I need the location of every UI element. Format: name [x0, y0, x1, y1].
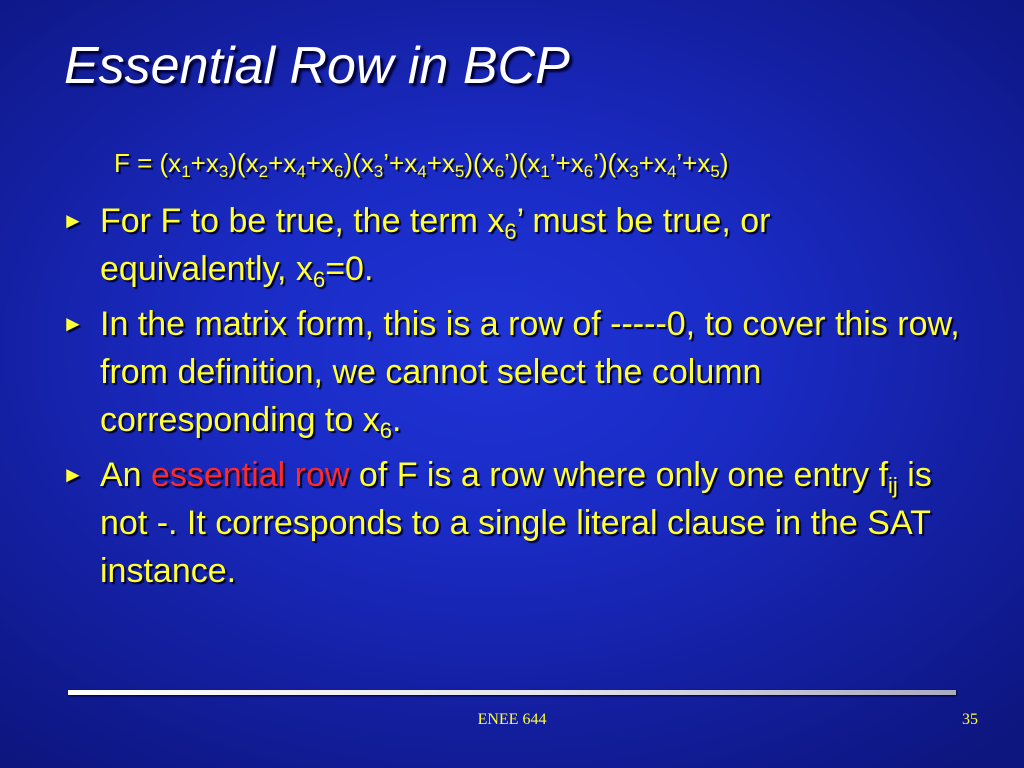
variable-subscript: 2: [258, 162, 269, 181]
variable-subscript: 6: [333, 162, 344, 181]
formula-clause: [518, 148, 608, 181]
formula-lhs: F =: [114, 148, 160, 178]
variable-subscript: 5: [454, 162, 465, 181]
formula-text: +x: [638, 148, 667, 178]
formula-clause: [352, 148, 474, 181]
subscript: ij: [888, 473, 898, 498]
slide-number: 35: [962, 711, 978, 728]
variable-subscript: 3: [629, 162, 639, 181]
formula-text: ): [343, 148, 353, 178]
formula-text: ): [464, 148, 474, 178]
variable-subscript: 3: [218, 162, 229, 181]
subscript: 6: [312, 267, 326, 292]
variable-subscript: 6: [494, 162, 505, 181]
bullet-text: =0.: [325, 250, 374, 288]
bullet-text: ’ must be true, or equivalently, x: [100, 202, 771, 288]
formula-text: (x: [352, 148, 374, 178]
formula-text: +x: [426, 148, 455, 178]
formula-text: (x: [159, 148, 182, 178]
variable-subscript: 6: [583, 162, 594, 181]
formula-text: ’): [504, 148, 519, 178]
formula-text: ’+x: [549, 148, 584, 178]
bullet-marker-icon: ►: [62, 208, 84, 233]
boolean-formula: [114, 148, 729, 179]
bullet-list: [62, 197, 962, 602]
formula-clause: [236, 148, 353, 181]
formula-text: (x: [518, 148, 541, 178]
formula-text: ): [228, 148, 237, 178]
bullet-text: is not -. It corresponds to a single literal clause in the SAT instance.: [100, 456, 932, 590]
bullet-text: In the matrix form, this is a row of -----0, to cover this row, from definition, we cannot select the column corresponding to x: [100, 305, 960, 439]
bullet-item: [62, 197, 962, 293]
formula-text: ’): [593, 148, 608, 178]
bullet-text: An: [100, 456, 152, 494]
variable-subscript: 4: [417, 162, 427, 181]
bullet-marker-icon: ►: [62, 311, 84, 336]
variable-subscript: 5: [710, 162, 720, 181]
formula-clause: [159, 148, 237, 181]
variable-subscript: 1: [540, 162, 550, 181]
bullet-marker-icon: ►: [62, 462, 84, 487]
formula-text: +x: [268, 148, 297, 178]
bullet-item: [62, 451, 962, 595]
bullet-item: [62, 300, 962, 444]
formula-text: (x: [236, 148, 259, 178]
bullet-text: For F to be true, the term x: [100, 202, 505, 240]
formula-text: ): [719, 148, 729, 178]
footer-divider: [68, 690, 956, 695]
slide-title: Essential Row in BCP: [64, 37, 570, 95]
subscript: 6: [379, 418, 392, 443]
formula-text: ’+x: [676, 148, 711, 178]
formula-text: +x: [190, 148, 219, 178]
formula-clauses: [159, 148, 729, 181]
formula-clause: [607, 148, 729, 181]
footer-course: ENEE 644: [477, 711, 547, 728]
subscript: 6: [504, 219, 517, 244]
formula-text: ’+x: [383, 148, 418, 178]
variable-subscript: 4: [296, 162, 306, 181]
formula-clause: [473, 148, 519, 181]
variable-subscript: 3: [373, 162, 384, 181]
formula-text: +x: [305, 148, 334, 178]
bullet-text: .: [391, 401, 402, 439]
formula-text: (x: [607, 148, 630, 178]
variable-subscript: 1: [181, 162, 191, 181]
formula-text: (x: [473, 148, 495, 178]
variable-subscript: 4: [666, 162, 677, 181]
highlighted-term: essential row: [151, 456, 350, 494]
bullet-text: of F is a row where only one entry f: [349, 456, 889, 494]
